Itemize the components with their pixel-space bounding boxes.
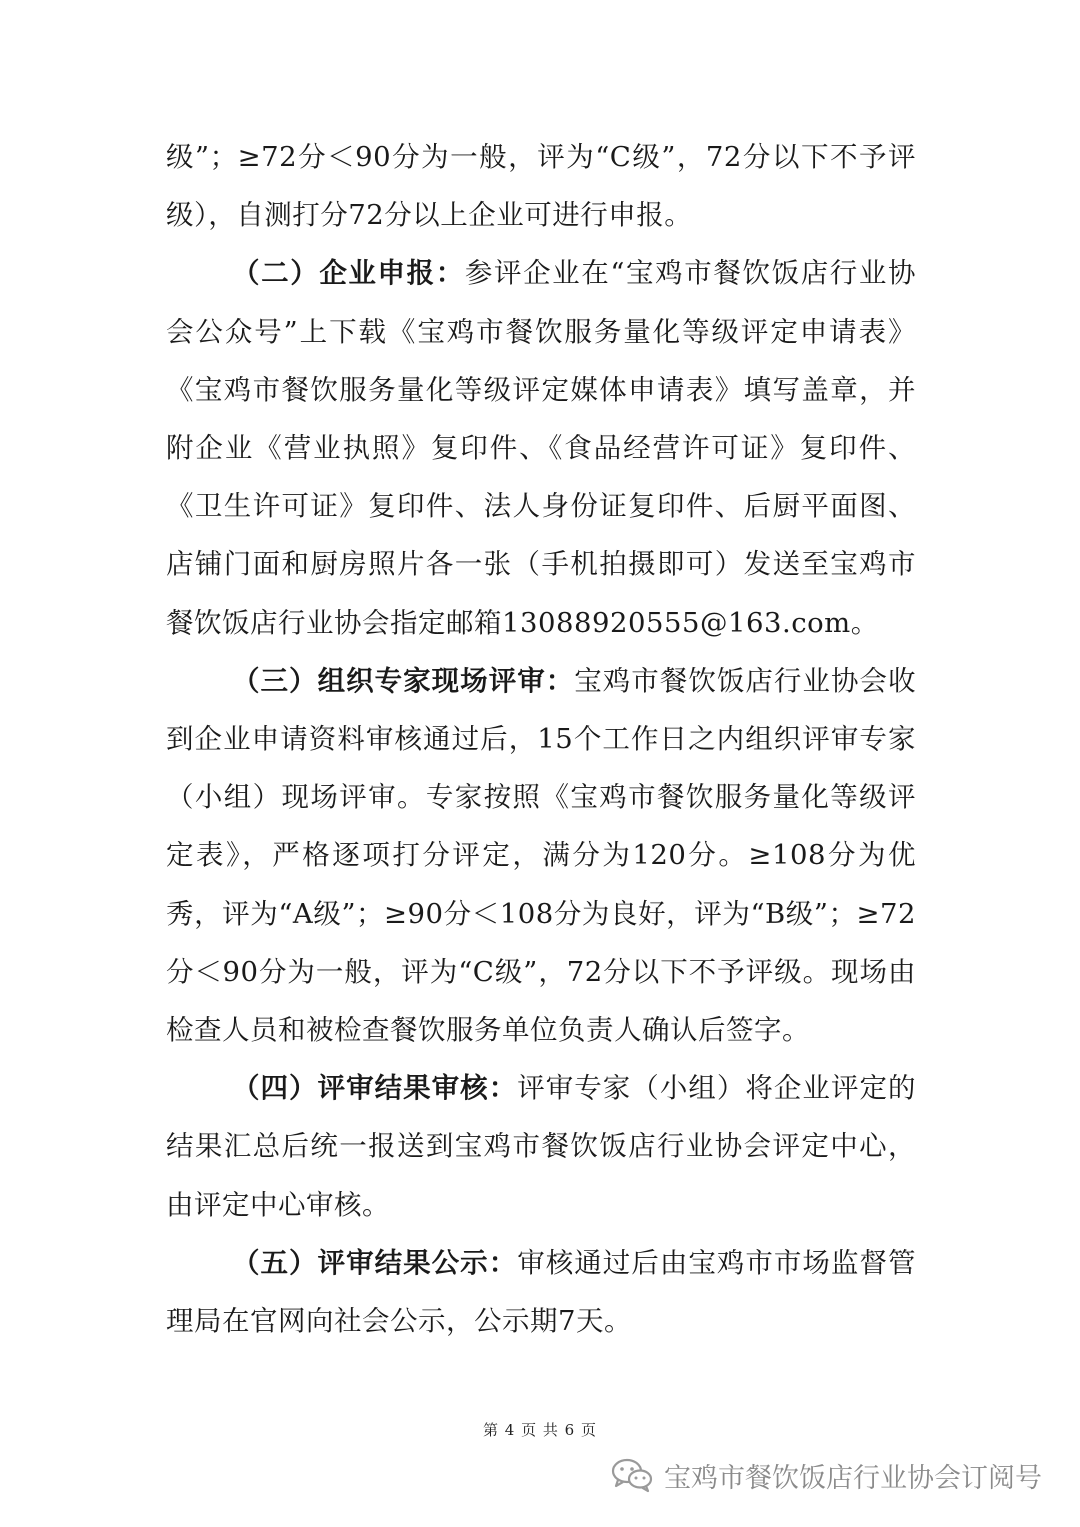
paragraph-heading: （四）评审结果审核： xyxy=(232,1072,518,1105)
paragraph-text: 审核通过后由宝鸡市市场监督管理局在官网向社会公示，公示期7天。 xyxy=(166,1246,917,1338)
paragraph-result-publicity xyxy=(166,1234,916,1350)
paragraph-heading: （二）企业申报： xyxy=(232,257,465,290)
wechat-watermark xyxy=(610,1455,1042,1495)
page-number: 第 4 页 共 6 页 xyxy=(483,1421,597,1439)
paragraph-continuation xyxy=(166,128,916,244)
paragraph-result-audit xyxy=(166,1059,916,1234)
paragraph-text: 级”；≥72分＜90分为一般，评为“C级”，72分以下不予评级），自测打分72分以上企业可进行申报。 xyxy=(166,141,916,232)
paragraph-text: 评审专家（小组）将企业评定的结果汇总后统一报送到宝鸡市餐饮饭店行业协会评定中心，由评定中心审核。 xyxy=(166,1072,917,1221)
paragraph-enterprise-application xyxy=(166,244,916,651)
paragraph-expert-review xyxy=(166,652,916,1059)
paragraph-heading: （三）组织专家现场评审： xyxy=(232,664,575,697)
wechat-icon xyxy=(610,1457,654,1493)
paragraph-text: 宝鸡市餐饮饭店行业协会收到企业申请资料审核通过后，15个工作日之内组织评审专家（小组）现场评审。专家按照《宝鸡市餐饮服务量化等级评定表》，严格逐项打分评定，满分为120分。≥108分为优秀，评为“A级”；≥90分＜108分为良好，评为“B级”；≥72分＜90分为一般，评为“C级”，72分以下不予评级。现场由检查人员和被检查餐饮服务单位负责人确认后签字。 xyxy=(166,664,917,1047)
paragraph-heading: （五）评审结果公示： xyxy=(232,1246,518,1279)
watermark-text: 宝鸡市餐饮饭店行业协会订阅号 xyxy=(664,1462,1042,1494)
paragraph-text: 参评企业在“宝鸡市餐饮饭店行业协会公众号”上下载《宝鸡市餐饮服务量化等级评定申请表》《宝鸡市餐饮服务量化等级评定媒体申请表》填写盖章，并附企业《营业执照》复印件、《食品经营许可证》复印件、《卫生许可证》复印件、法人身份证复印件、后厨平面图、店铺门面和厨房照片各一张（手机拍摄即可）发送至宝鸡市餐饮饭店行业协会指定邮箱13088920555@163.com。 xyxy=(166,257,917,639)
document-body xyxy=(166,128,916,1350)
